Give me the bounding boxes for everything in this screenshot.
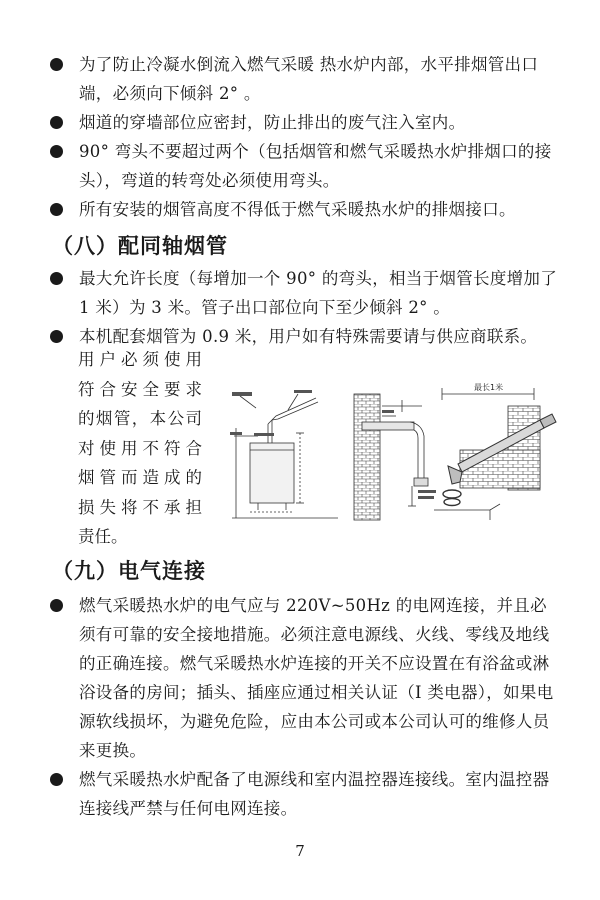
note-line: 用户必须使用: [78, 350, 202, 369]
bullet-text: 燃气采暖热水炉配备了电源线和室内温控器连接线。室内温控器连接线严禁与任何电网连接。: [79, 770, 550, 818]
note-line: 对使用不符合: [78, 438, 202, 458]
safety-note: [78, 345, 202, 552]
label-mark: [382, 410, 394, 413]
seal-ring: [444, 499, 460, 506]
bullet-icon: [50, 330, 63, 343]
bullet-icon: [50, 599, 63, 612]
brick-wall: [460, 450, 540, 488]
bullet-text: 为了防止冷凝水倒流入燃气采暖 热水炉内部，水平排烟管出口端，必须向下倾斜 2° 。: [79, 55, 539, 103]
bullet-text: 90° 弯头不要超过两个（包括烟管和燃气采暖热水炉排烟口的接头），弯道的转弯处必须使用弯头。: [79, 142, 552, 190]
note-line: 责任。: [78, 527, 128, 546]
bullet-icon: [50, 773, 63, 786]
boiler-flue-diagram: [228, 388, 350, 528]
seal-ring: [443, 490, 461, 498]
note-line: 的烟管，本公司: [78, 409, 202, 428]
label-mark: [294, 390, 312, 393]
bullet-text: 本机配套烟管为 0.9 米，用户如有特殊需要请与供应商联系。: [79, 327, 538, 346]
bullet-icon: [50, 58, 63, 71]
coaxial-flue-max-length-diagram: [430, 380, 564, 530]
label-mark: [232, 392, 252, 396]
brick-wall: [354, 394, 380, 520]
note-line: 符合安全要求: [78, 379, 202, 399]
note-line: 损失将不承担: [78, 497, 202, 517]
bullet-icon: [50, 203, 63, 216]
wall-penetration-diagram: [352, 386, 442, 528]
bullet-text: 所有安装的烟管高度不得低于燃气采暖热水炉的排烟接口。: [79, 200, 516, 219]
section-heading: （九）电气连接: [52, 559, 206, 583]
bullet-icon: [50, 145, 63, 158]
bullet-text: 燃气采暖热水炉的电气应与 220V~50Hz 的电网连接，并且必须有可靠的安全接地措施。必须注意电源线、火线、零线及地线的正确连接。燃气采暖热水炉连接的开关不应设置在有浴盆或淋浴设备的房间；插头、插座应通过相关认证（I 类电器），如果电源软线损坏，为避免危险，应由本公司或本公司认可的维修人员来更换。: [79, 596, 554, 760]
bullet-icon: [50, 272, 63, 285]
label-mark: [230, 432, 242, 435]
bullet-icon: [50, 116, 63, 129]
note-line: 烟管而造成的: [78, 468, 202, 487]
section-heading: （八）配同轴烟管: [52, 234, 228, 258]
bullet-text: 最大允许长度（每增加一个 90° 的弯头，相当于烟管长度增加了 1 米）为 3 米。管子出口部位向下至少倾斜 2° 。: [79, 269, 558, 317]
max-length-label: 最长1米: [474, 383, 504, 392]
bullet-text: 烟道的穿墙部位应密封，防止排出的废气注入室内。: [79, 113, 466, 132]
label-mark: [254, 433, 274, 436]
page-number: 7: [295, 842, 305, 860]
